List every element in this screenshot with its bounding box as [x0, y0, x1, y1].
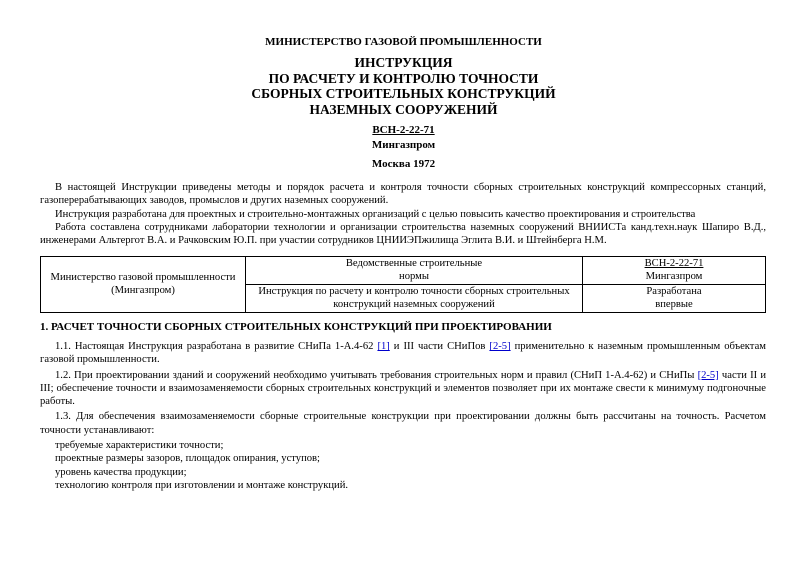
paragraph-1-1 [40, 340, 766, 367]
text-run: части II и III; обеспечение точности и взаимозаменяемости сборных строительных конструкций и элементов позволяет при их монтаже свести к минимуму подгоночные работы. [40, 369, 766, 408]
city-year: Москва 1972 [371, 158, 436, 170]
intro-text [40, 181, 766, 247]
paragraph-1-3: 1.3. Для обеспечения взаимозаменяемости сборные строительные конструкции при проектировании должны быть рассчитаны на точность. Расчетом точности устанавливают: [40, 411, 766, 436]
cell-line: ВСН-2-22-71 [644, 258, 704, 269]
section-body [40, 340, 766, 492]
document-code: ВСН-2-22-71 [372, 124, 435, 136]
document-title [0, 55, 807, 117]
cell-line: нормы [399, 270, 429, 282]
cell-line: Министерство газовой промышленности [50, 272, 236, 283]
intro-paragraph: В настоящей Инструкции приведены методы и порядок расчета и контроля точности сборных строительных конструкций компрессорных станций, газоперерабатывающих заводов, промыслов и других наземных сооружений. [40, 182, 766, 207]
title-line: НАЗЕМНЫХ СООРУЖЕНИЙ [309, 101, 498, 117]
text-run: 1.1. Настоящая Инструкция разработана в развитие СНиПа 1-А.4-62 [55, 341, 378, 352]
issuing-organization: Мингазпром [371, 139, 436, 151]
cell-line: Разработана [646, 286, 702, 297]
title-line: СБОРНЫХ СТРОИТЕЛЬНЫХ КОНСТРУКЦИЙ [251, 86, 556, 101]
ministry-heading: МИНИСТЕРСТВО ГАЗОВОЙ ПРОМЫШЛЕННОСТИ [265, 36, 542, 48]
text-run: и III части СНиПов [389, 341, 490, 352]
norms-cell [246, 257, 583, 285]
text-run: применительно к наземным промышленным объектам газовой промышленности. [40, 341, 766, 366]
list-item: требуемые характеристики точности; [55, 440, 224, 452]
list-item: уровень качества продукции; [55, 466, 187, 478]
ministry-cell [41, 257, 246, 313]
title-cell [246, 285, 583, 313]
reference-link[interactable]: [1] [377, 341, 390, 352]
title-line: ИНСТРУКЦИЯ [354, 55, 453, 70]
code-cell [583, 257, 766, 285]
reference-link[interactable]: [2-5] [489, 341, 511, 352]
cell-line: Ведомственные строительные [345, 258, 483, 269]
section-heading: 1. РАСЧЕТ ТОЧНОСТИ СБОРНЫХ СТРОИТЕЛЬНЫХ КОНСТРУКЦИЙ ПРИ ПРОЕКТИРОВАНИИ [40, 321, 552, 333]
paragraph-1-2 [40, 369, 766, 409]
status-cell [583, 285, 766, 313]
metadata-table [40, 256, 766, 313]
intro-paragraph: Инструкция разработана для проектных и строительно-монтажных организаций с целью повысить качество проектирования и строительства [55, 208, 696, 220]
cell-line: конструкций наземных сооружений [333, 298, 495, 310]
cell-line: впервые [655, 298, 693, 310]
cell-line: Инструкция по расчету и контролю точности сборных строительных [258, 286, 570, 297]
intro-paragraph: Работа составлена сотрудниками лаборатории технологии и организации строительства наземных сооружений ВНИИСТа канд.техн.наук Шапиро В.Д., инженерами Альтергот В.А. и Рачковским Ю.П. при участии сотрудников ЦНИИЭПжилища Эглита В.И. и Штейнберга Н.М. [40, 221, 766, 247]
cell-line: Мингазпром [645, 270, 703, 282]
reference-link[interactable]: [2-5] [697, 369, 719, 381]
text-run: 1.2. При проектировании зданий и сооружений необходимо учитывать требования строительных норм и правил (СНиП 1-А.4-62) и СНиПы [55, 369, 698, 381]
cell-line: (Мингазпром) [111, 284, 175, 296]
title-line: ПО РАСЧЕТУ И КОНТРОЛЮ ТОЧНОСТИ [268, 70, 539, 86]
list-item: технологию контроля при изготовлении и монтаже конструкций. [55, 479, 349, 491]
list-item: проектные размеры зазоров, площадок опирания, уступов; [55, 453, 321, 465]
